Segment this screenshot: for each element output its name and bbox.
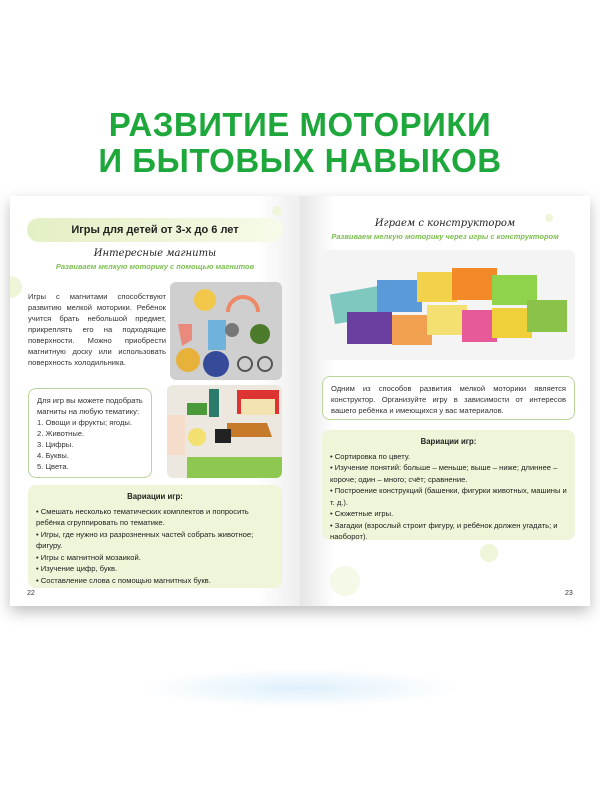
- cover-title-line2: И БЫТОВЫХ НАВЫКОВ: [98, 142, 502, 179]
- constructor-paragraph-box: [322, 376, 575, 420]
- variation-item: • Игры с магнитной мозаикой.: [36, 552, 141, 562]
- variation-item: • Сортировка по цвету.: [330, 451, 410, 461]
- theme-item: 3. Цифры.: [37, 440, 74, 449]
- variations-title: Вариации игр:: [420, 437, 477, 446]
- constructor-heading: Играем с конструктором: [374, 218, 516, 229]
- theme-item: 1. Овощи и фрукты; ягоды.: [37, 418, 132, 427]
- farm-magnets-photo: [167, 385, 282, 478]
- decorative-glow: [140, 668, 460, 708]
- theme-item: 2. Животные.: [37, 429, 85, 438]
- magnets-heading: Интересные магниты: [93, 248, 217, 259]
- variation-item: • Загадки (взрослый строит фигуру, и ребёнок должен угадать; и наоборот).: [330, 520, 558, 541]
- constructor-paragraph: Одним из способов развития мелкой моторики является конструктор. Организуйте игру в зависимости от интересов вашего ребёнка и имеющихся у вас материалов.: [331, 384, 566, 415]
- theme-item: 5. Цвета.: [37, 462, 69, 471]
- book-spread: [10, 196, 590, 606]
- right-variations-box: [322, 430, 575, 540]
- cover-title-line1: РАЗВИТИЕ МОТОРИКИ: [108, 106, 492, 143]
- variation-item: • Изучение цифр, букв.: [36, 564, 118, 573]
- page-number-right: 23: [565, 590, 573, 597]
- right-page: [300, 196, 590, 606]
- variation-item: • Составление слова с помощью магнитных букв.: [36, 575, 211, 585]
- left-page: [10, 196, 300, 606]
- age-header: Игры для детей от 3-х до 6 лет: [27, 218, 283, 242]
- constructor-subheading: Развиваем мелкую моторику через игры с конструктором: [331, 232, 559, 241]
- magnets-photo: [170, 282, 282, 380]
- magnets-subheading: Развиваем мелкую моторику с помощью магнитов: [55, 262, 255, 271]
- variation-item: • Сюжетные игры.: [330, 509, 394, 518]
- variation-item: • Смешать несколько тематических комплектов и попросить ребёнка сгруппировать по тематике.: [36, 506, 249, 527]
- page-number-left: 22: [27, 590, 35, 597]
- variation-item: • Изучение понятий: больше – меньше; выше – ниже; длиннее – короче; один – много; счёт; сравнение.: [330, 463, 558, 484]
- magnets-paragraph: Игры с магнитами способствуют развитию мелкой моторики. Ребёнок учится брать небольшой предмет, прикреплять его на подходящие поверхности. Можно приобрести магнитную доску или использовать поверхность холодильника.: [28, 292, 166, 367]
- theme-item: 4. Буквы.: [37, 451, 69, 460]
- lego-blocks-photo: [322, 250, 575, 360]
- variations-title: Вариации игр:: [127, 492, 183, 501]
- left-variations-box: [28, 485, 282, 588]
- variation-item: • Игры, где нужно из разрозненных частей собрать животное; фигуру.: [36, 529, 254, 550]
- themes-box: [28, 388, 152, 478]
- themes-intro: Для игр вы можете подобрать магниты на любую тематику:: [37, 396, 143, 416]
- variation-item: • Построение конструкций (башенки, фигурки животных, машины и т. д.).: [330, 486, 567, 507]
